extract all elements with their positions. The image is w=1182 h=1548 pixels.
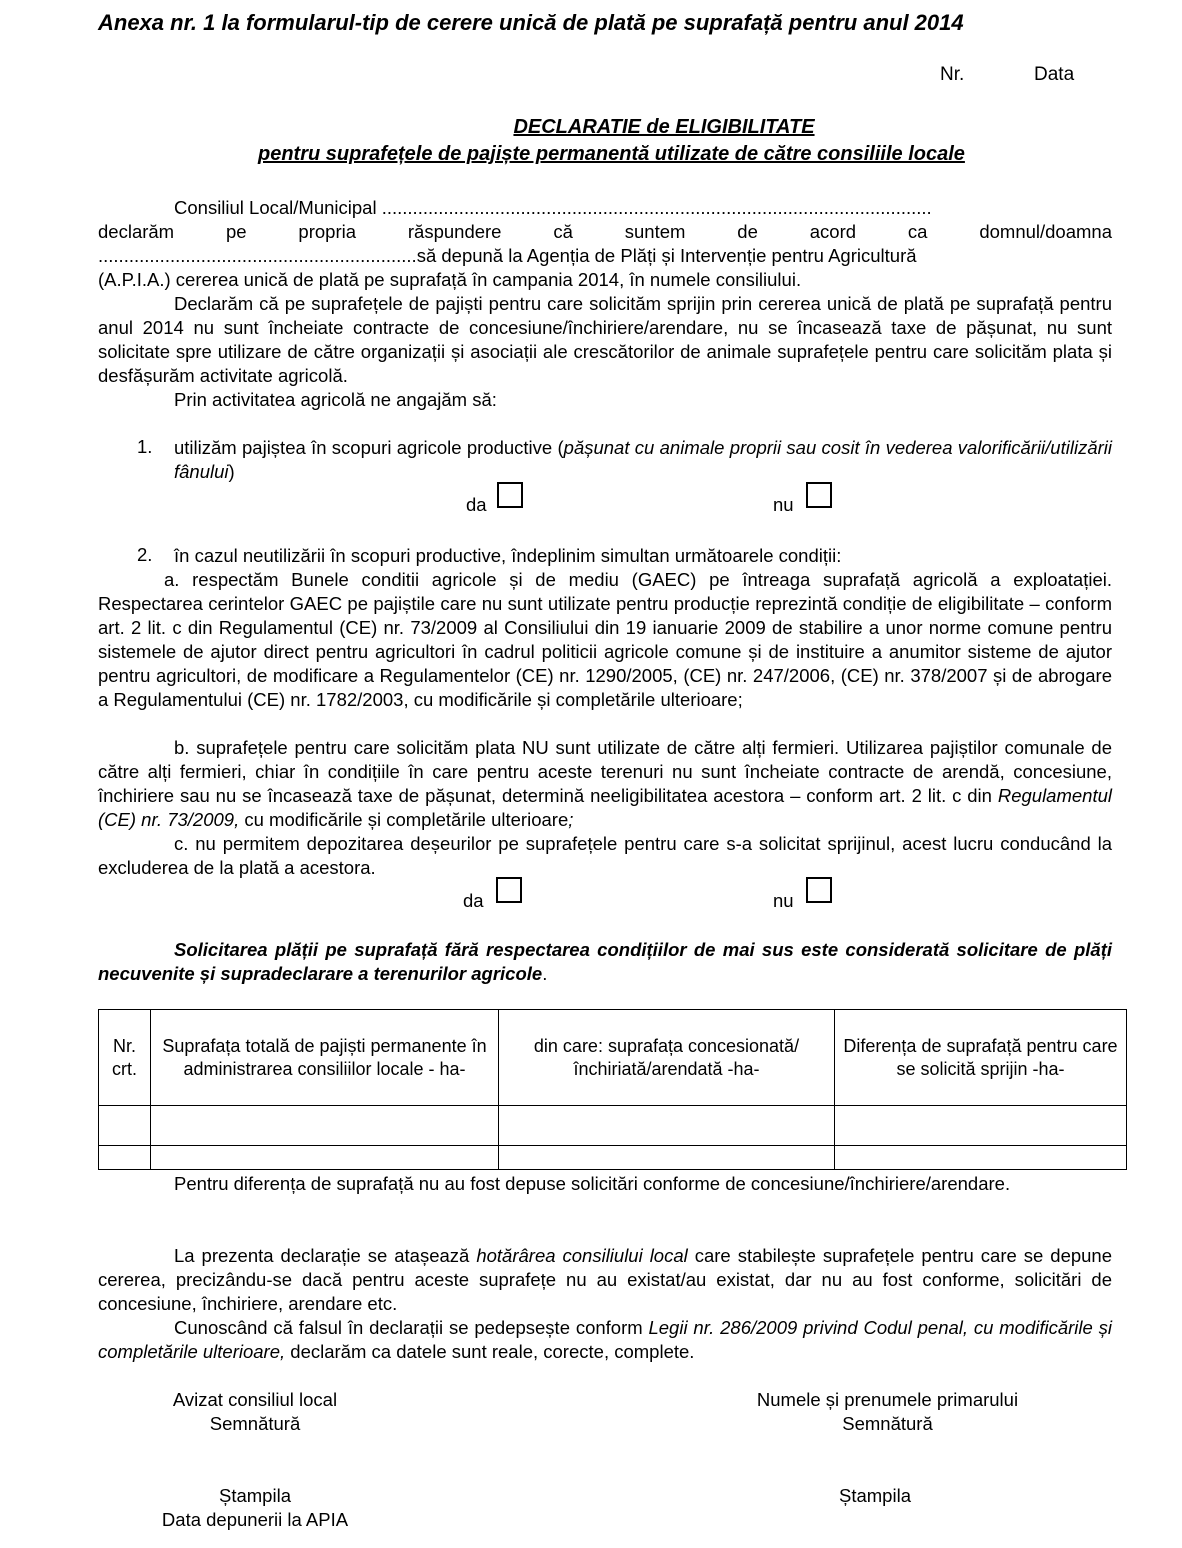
council-decision: hotărârea consiliului local (476, 1245, 688, 1266)
penal-paragraph (98, 1316, 1112, 1364)
item1-text-italic: pășunat cu animale proprii sau cosit în vederea valorificării/utilizării fânului (174, 437, 1112, 482)
attachment-text-end: care stabilește suprafețele pentru care se depune cererea, precizându-se dacă pentru aceste suprafețe nu au existat/au existat, dar nu au fost conforme, solicitări de concesiune, închiriere, arendare etc. (98, 1245, 1113, 1314)
nr-label: Nr. (940, 64, 965, 85)
representative-blank: .............................................................. (98, 245, 417, 266)
item1-text (174, 436, 1112, 484)
penal-text-end: declarăm ca datele sunt reale, corecte, complete. (285, 1341, 695, 1362)
council-approval-label: Avizat consiliul local (172, 1389, 338, 1410)
representative-text: să depună la Agenția de Plăți și Intervenție pentru Agricultură (416, 245, 917, 266)
warning-paragraph (98, 938, 1112, 986)
table-row (99, 1146, 1127, 1170)
item1-text-c: ) (228, 461, 235, 482)
warning-text: Solicitarea plății pe suprafață fără respectarea condițiilor de mai sus este considerată solicitare de plăți necuvenite și supradeclarare a terenurilor agricole (98, 939, 1112, 984)
apia-date-label: Data depunerii la APIA (161, 1509, 349, 1530)
mayor-name-label: Numele și prenumele primarului (756, 1389, 1019, 1410)
declaration-heading: DECLARATIE de ELIGIBILITATE (513, 116, 815, 138)
item1-number: 1. (137, 436, 153, 457)
table-cell[interactable] (499, 1146, 835, 1170)
left-stamp-label: Ștampila (219, 1485, 291, 1506)
left-stamp-block (130, 1484, 380, 1532)
left-signature-block (140, 1388, 370, 1436)
date-label: Data (1034, 64, 1075, 85)
table-cell[interactable] (835, 1146, 1127, 1170)
left-signature-label: Semnătură (209, 1413, 301, 1434)
warning-period: . (542, 963, 548, 984)
condition-b-text: b. suprafețele pentru care solicităm plata NU sunt utilizate de către alți fermieri. Utilizarea pajiștilor comunale de către alți fermieri, chiar în condițiile în care pentru aceste terenuri nu sunt încheiate contracte de arendă, concesiune, închiriere sau nu se încasează taxe de pășunat, determină neeligibilitatea acestora – conform art. 2 lit. c din (98, 737, 1112, 806)
item2-number: 2. (137, 544, 153, 565)
table-cell[interactable] (151, 1146, 499, 1170)
representative-line (98, 244, 1112, 268)
item2-nu-checkbox[interactable] (806, 877, 832, 903)
item1-da-label: da (466, 494, 487, 515)
table-cell[interactable] (99, 1106, 151, 1146)
condition-b-semicolon: ; (568, 809, 574, 830)
condition-b-regulation: Regulamentul (CE) nr. 73/2009, (98, 785, 1112, 830)
commitment-intro: Prin activitatea agricolă ne angajăm să: (174, 389, 497, 410)
attachment-text: La prezenta declarație se atașează (174, 1245, 477, 1266)
table-cell[interactable] (99, 1146, 151, 1170)
col-difference-area: Diferența de suprafață pentru care se solicită sprijin -ha- (835, 1010, 1127, 1106)
condition-c: c. nu permitem depozitarea deșeurilor pe suprafețele pentru care s-a solicitat sprijinul, acest lucru conducând la excluderea de la plată a acestora. (98, 833, 1112, 878)
col-conceded-area: din care: suprafața concesionată/închiriată/arendată -ha- (499, 1010, 835, 1106)
right-signature-block (720, 1388, 1055, 1436)
col-nr-crt: Nr. crt. (99, 1010, 151, 1106)
col-total-area: Suprafața totală de pajiști permanente în administrarea consiliilor locale - ha- (151, 1010, 499, 1106)
item1-nu-label: nu (773, 494, 794, 515)
table-cell[interactable] (835, 1106, 1127, 1146)
item1-da-checkbox[interactable] (497, 482, 523, 508)
difference-note: Pentru diferența de suprafață nu au fost depuse solicitări conforme de concesiune/închiriere/arendare. (174, 1173, 1011, 1194)
table-cell[interactable] (499, 1106, 835, 1146)
apia-line: (A.P.I.A.) cererea unică de plată pe suprafață în campania 2014, în numele consiliului. (98, 269, 802, 290)
item2-da-checkbox[interactable] (496, 877, 522, 903)
penal-law: Legii nr. 286/2009 privind Codul penal, cu modificările și completările ulterioare, (98, 1317, 1112, 1362)
condition-b-text-end: cu modificările și completările ulterioare (239, 809, 569, 830)
declaration-paragraph: Declarăm că pe suprafețele de pajiști pentru care solicităm sprijin prin cererea unică de plată pe suprafață pentru anul 2014 nu sunt încheiate contracte de concesiune/închiriere/arendare, nu se încasează taxe de pășunat, nu sunt solicitate spre utilizare de către organizații și asociații ale crescătorilor de animale suprafețele pentru care solicităm plata și desfășurăm activitate agricolă. (98, 293, 1112, 386)
attachment-paragraph (98, 1244, 1112, 1316)
item2-nu-label: nu (773, 890, 794, 911)
condition-b (98, 736, 1112, 832)
right-stamp-block (800, 1484, 950, 1508)
item1-text-a: utilizăm pajiștea în scopuri agricole productive ( (174, 437, 564, 458)
intro-block (98, 196, 1112, 292)
right-stamp-label: Ștampila (839, 1485, 911, 1506)
right-signature-label: Semnătură (842, 1413, 933, 1434)
condition-a: a. respectăm Bunele conditii agricole și de mediu (GAEC) pe întreaga suprafață agricolă a exploatației. Respectarea cerintelor GAEC pe pajiștile care nu sunt utilizate pentru producție reprezintă condiție de eligibilitate – conform art. 2 lit. c din Regulamentul (CE) nr. 73/2009 al Consiliului din 19 ianuarie 2009 de stabilire a unor norme comune pentru sistemele de ajutor direct pentru agricultori în cadrul politicii agricole comune și de instituire a anumitor sisteme de ajutor pentru agricultori, de modificare a Regulamentelor (CE) nr. 1290/2005, (CE) nr. 247/2006, (CE) nr. 378/2007 și de abrogare a Regulamentului (CE) nr. 1782/2003, cu modificările și completările ulterioare; (98, 569, 1112, 710)
table-row (99, 1106, 1127, 1146)
penal-text: Cunoscând că falsul în declarații se pedepsește conform (174, 1317, 649, 1338)
annex-title: Anexa nr. 1 la formularul-tip de cerere unică de plată pe suprafață pentru anul 2014 (98, 10, 964, 35)
table-cell[interactable] (151, 1106, 499, 1146)
item1-nu-checkbox[interactable] (806, 482, 832, 508)
area-table (98, 1009, 1127, 1170)
item2-text: în cazul neutilizării în scopuri productive, îndeplinim simultan următoarele condiții: (174, 545, 842, 566)
declaration-subheading: pentru suprafețele de pajiște permanentă utilizate de către consiliile locale (258, 143, 965, 165)
item2-da-label: da (463, 890, 484, 911)
table-header-row (99, 1010, 1127, 1106)
declare-line: declarăm pe propria răspundere că suntem de acord ca domnul/doamna (98, 221, 1112, 242)
council-line: Consiliul Local/Municipal ........................................................................................................... (174, 197, 932, 218)
